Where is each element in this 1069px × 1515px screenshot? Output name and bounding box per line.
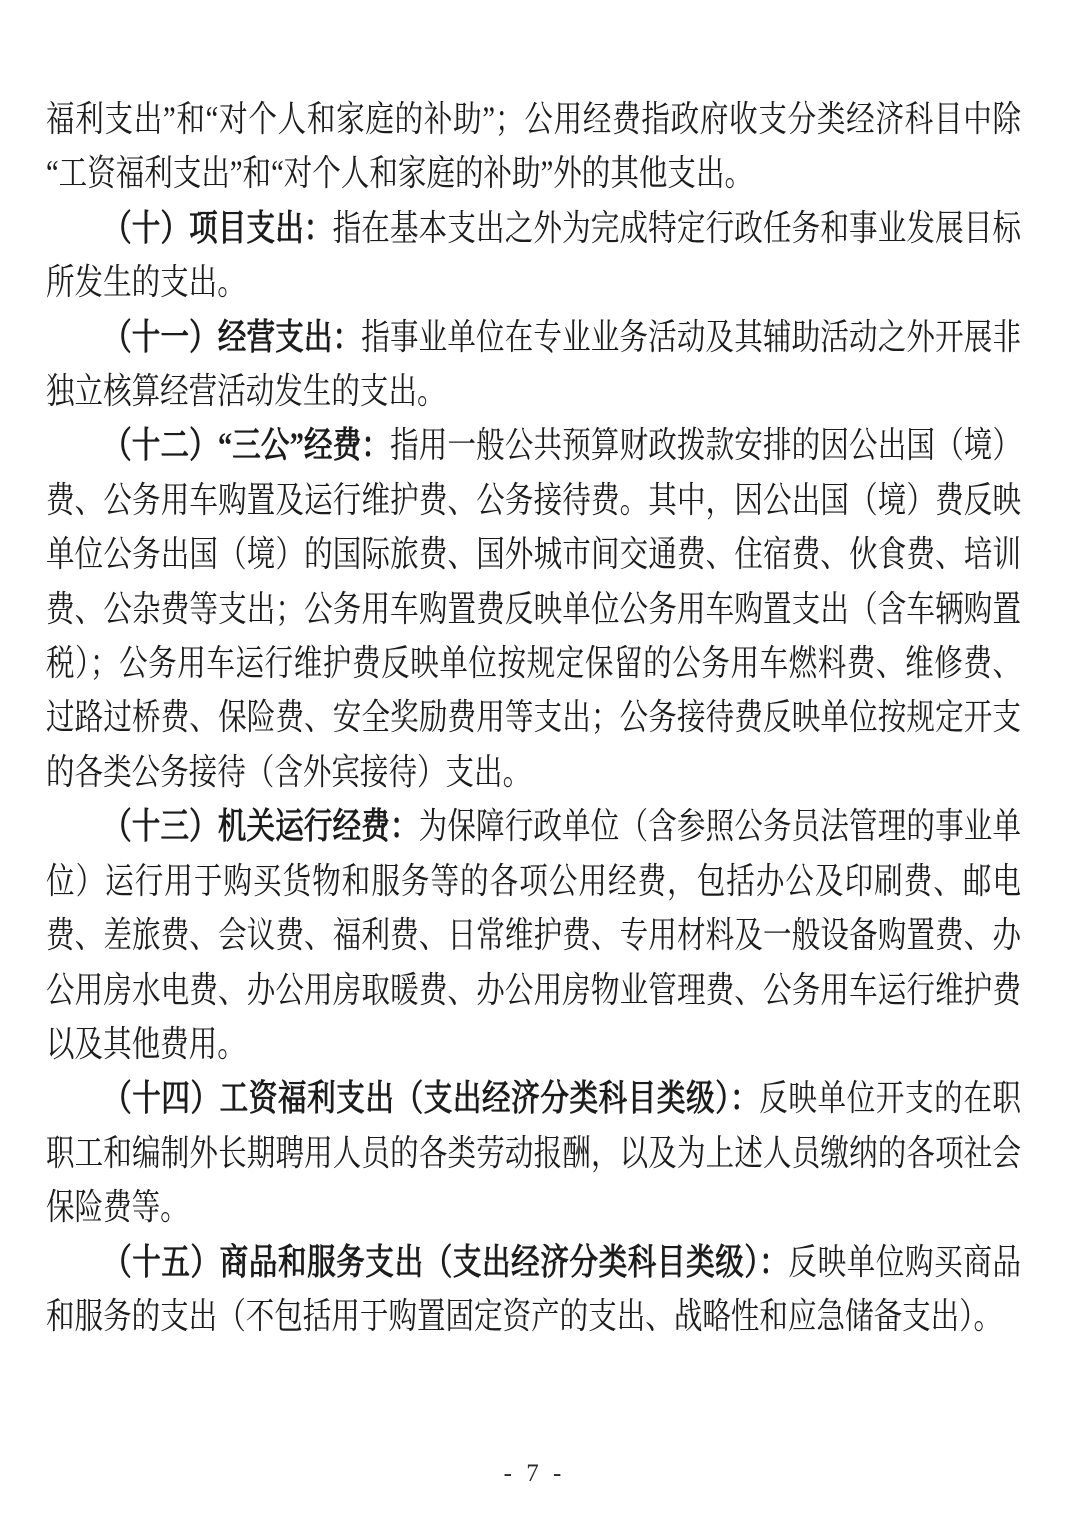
paragraph-body: 反映单位开支的在职职工和编制外长期聘用人员的各类劳动报酬，以及为上述人员缴纳的各项社会保险费等。 [46,1078,1022,1228]
paragraph-lead: （十二）“三公”经费： [103,425,391,466]
paragraph [46,201,1021,310]
paragraph [46,310,1021,419]
paragraph-body: 反映单位购买商品和服务的支出（不包括用于购置固定资产的支出、战略性和应急储备支出）。 [46,1241,1022,1336]
text-block [46,92,1021,1343]
paragraph-lead: （十四）工资福利支出（支出经济分类科目类级）： [103,1078,760,1119]
paragraph-lead: （十三）机关运行经费： [103,806,419,847]
page-number: - 7 - [503,1460,566,1487]
paragraph-lead: （十）项目支出： [103,207,333,248]
paragraph-body: 指在基本支出之外为完成特定行政任务和事业发展目标所发生的支出。 [46,207,1022,303]
paragraph [46,1235,1021,1344]
paragraph [46,799,1021,1071]
paragraph [46,1071,1021,1234]
paragraph-body: 福利支出”和“对个人和家庭的补助”；公用经费指政府收支分类经济科目中除“工资福利支出”和“对个人和家庭的补助”外的其他支出。 [46,99,1022,194]
paragraph-lead: （十五）商品和服务支出（支出经济分类科目类级）： [103,1241,789,1282]
paragraph-body: 指事业单位在专业业务活动及其辅助活动之外开展非独立核算经营活动发生的支出。 [46,316,1022,412]
paragraph [46,92,1021,201]
paragraph-body: 为保障行政单位（含参照公务员法管理的事业单位）运行用于购买货物和服务等的各项公用经费，包括办公及印刷费、邮电费、差旅费、会议费、福利费、日常维护费、专用材料及一般设备购置费、办公用房水电费、办公用房取暖费、办公用房物业管理费、公务用车运行维护费以及其他费用。 [46,806,1022,1064]
paragraph-body: 指用一般公共预算财政拨款安排的因公出国（境）费、公务用车购置及运行维护费、公务接待费。其中，因公出国（境）费反映单位公务出国（境）的国际旅费、国外城市间交通费、住宿费、伙食费、培训费、公杂费等支出；公务用车购置费反映单位公务用车购置支出（含车辆购置税）；公务用车运行维护费反映单位按规定保留的公务用车燃料费、维修费、过路过桥费、保险费、安全奖励费用等支出；公务接待费反映单位按规定开支的各类公务接待（含外宾接待）支出。 [46,425,1022,792]
paragraph-lead: （十一）经营支出： [103,316,362,357]
paragraph [46,418,1021,799]
